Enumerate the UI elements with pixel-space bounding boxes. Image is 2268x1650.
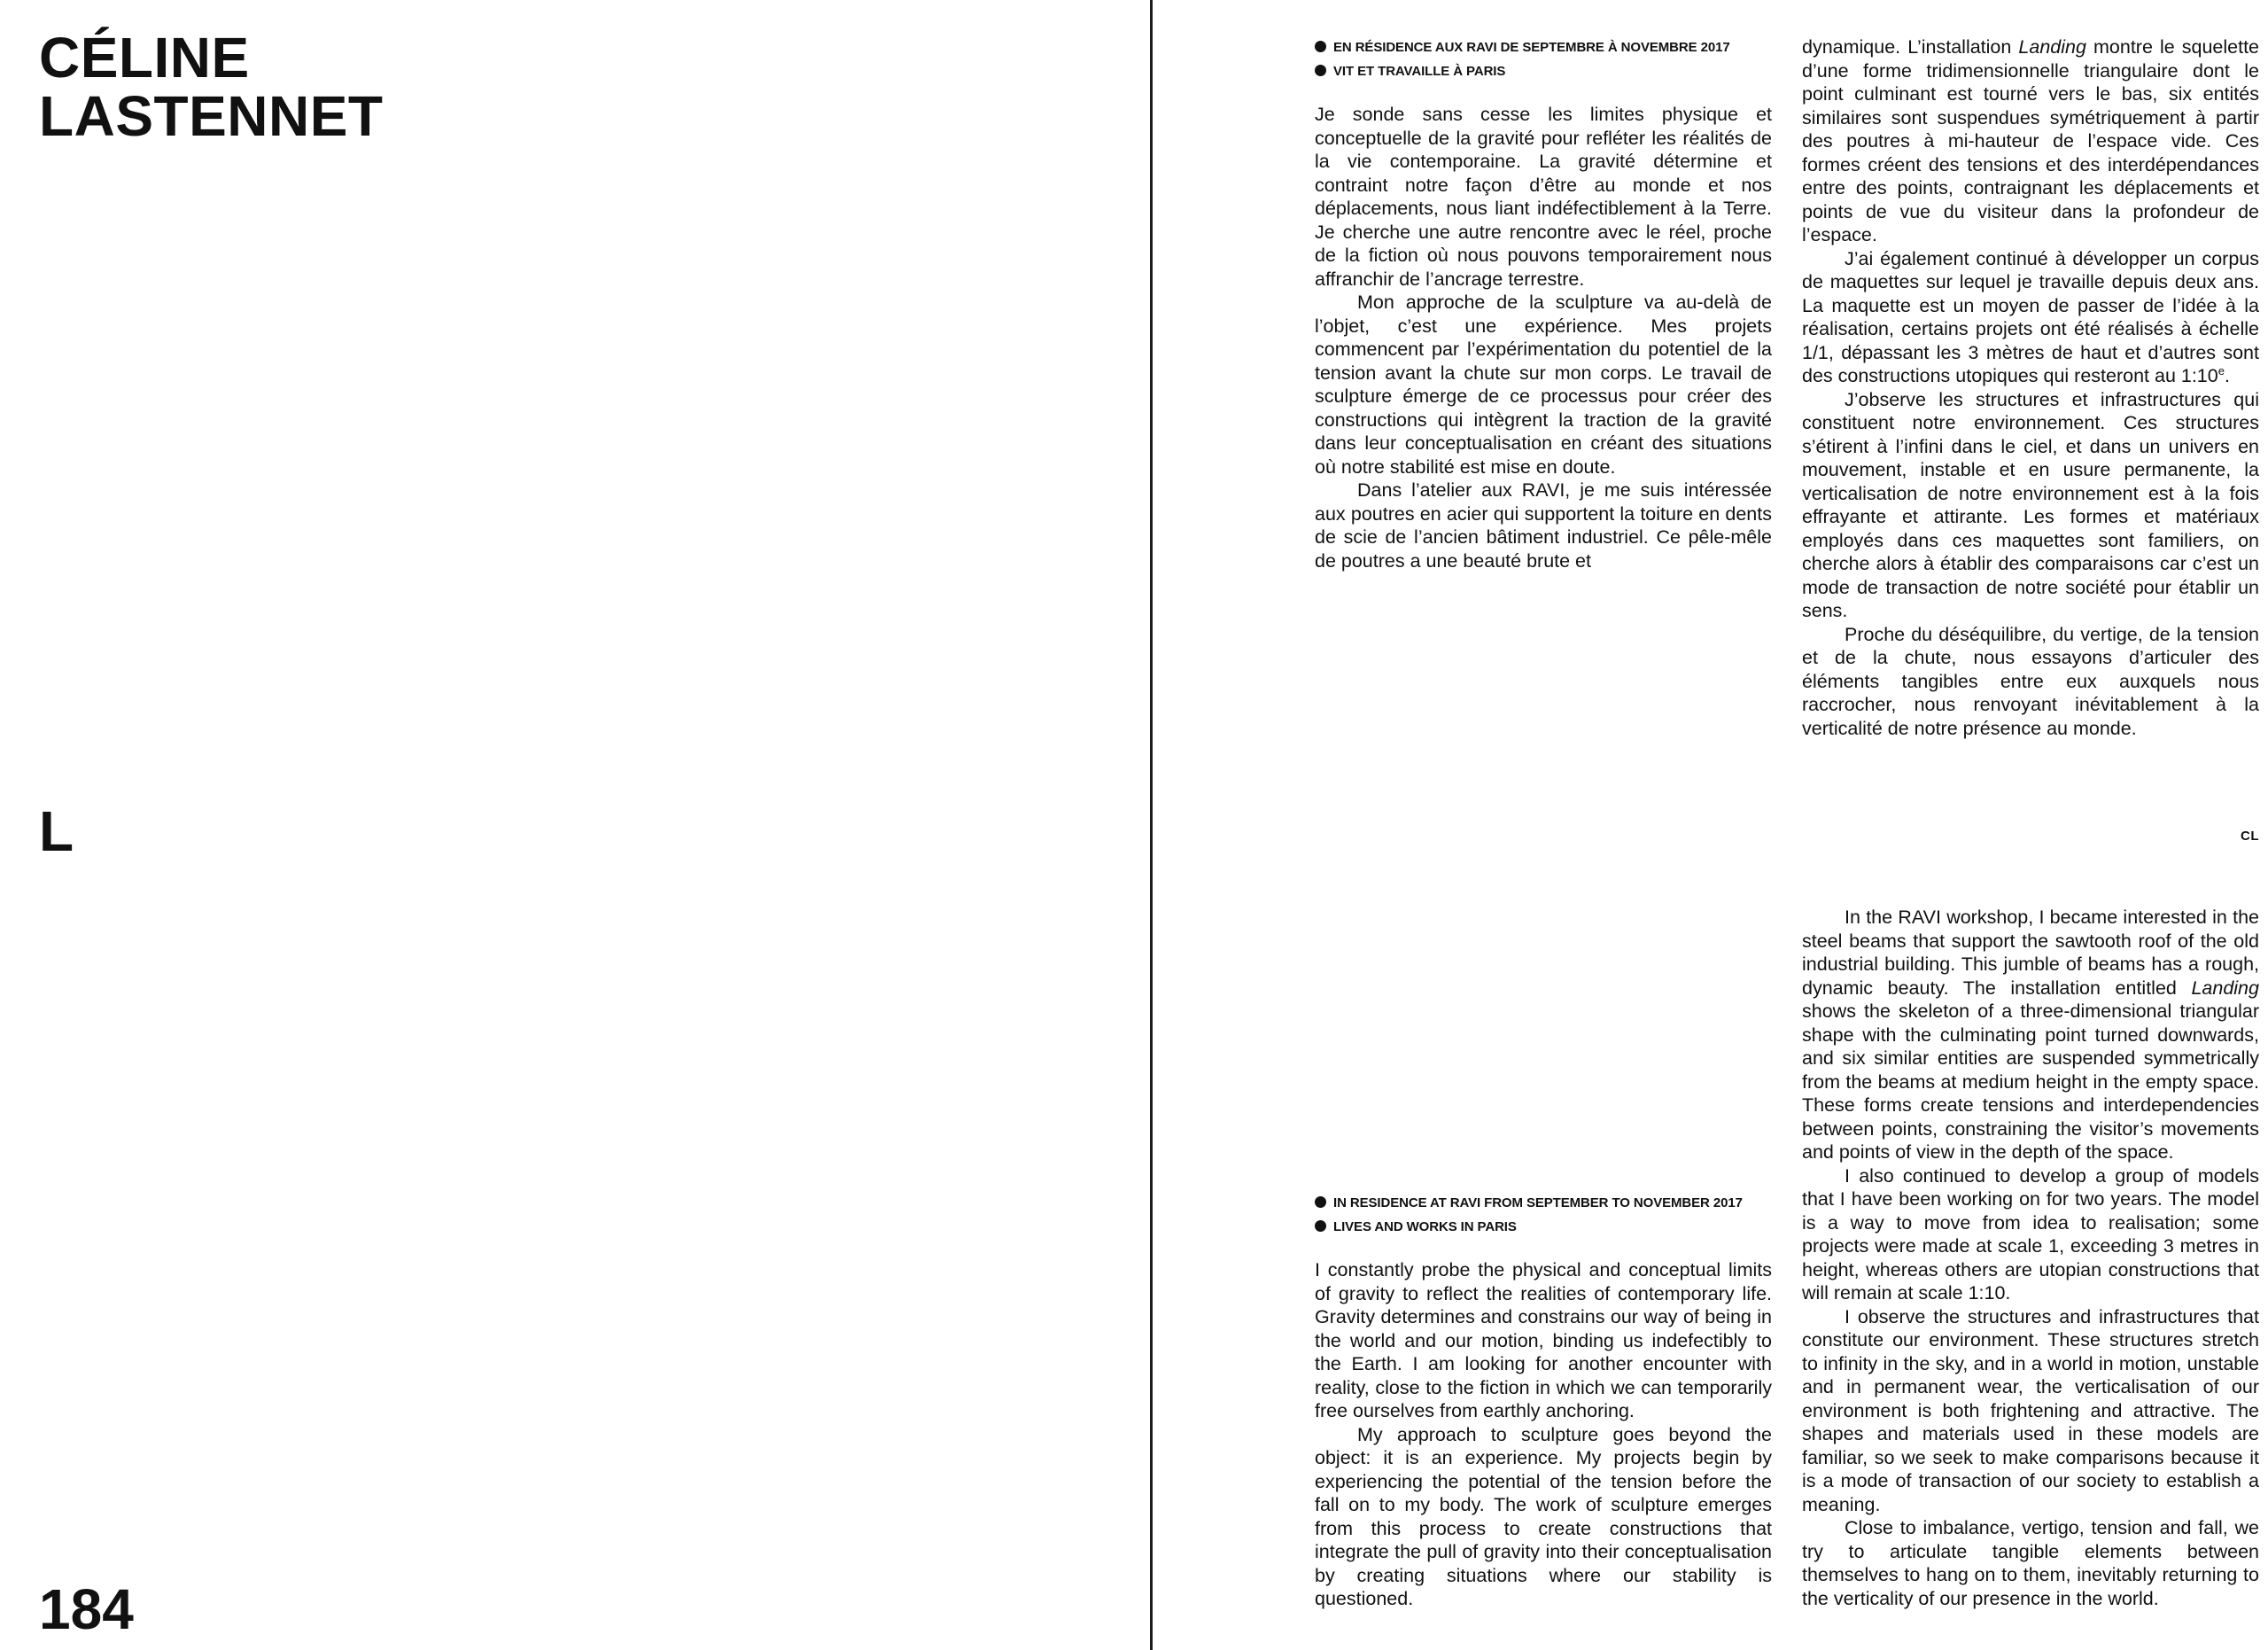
bullet-dot-icon bbox=[1315, 1196, 1326, 1208]
french-paragraph: J’observe les structures et infrastructures qui constituent notre environnement. Ces structures s’étirent à l’infini dans le ciel, et dans un univers en mouvement, instable et en usure permanente, la verticalisation de notre environnement est à la fois effrayante et attirante. Les formes et matériaux employés dans ces maquettes sont familiers, on cherche alors à établir des comparaisons car c’est un mode de transaction de notre société pour établir un sens. bbox=[1802, 388, 2259, 621]
english-paragraph: I constantly probe the physical and conceptual limits of gravity to reflect the realities of contemporary life. Gravity determines and constrains our way of being in the world and our motion, binding us indefectibly to the Earth. I am looking for another encounter with reality, close to the fiction in which we can temporarily free ourselves from earthly anchoring. bbox=[1315, 1259, 1772, 1421]
book-spine-divider bbox=[1150, 0, 1153, 1650]
artist-first-name: CÉLINE bbox=[39, 26, 250, 90]
french-paragraph: Proche du déséquilibre, du vertige, de la tension et de la chute, nous essayons d’articuler des éléments tangibles entre eux auxquels nous raccrocher, nous renvoyant inévitablement à la verticalité de notre présence au monde. bbox=[1802, 623, 2259, 739]
english-paragraph: I also continued to develop a group of models that I have been working on for two years. The model is a way to move from idea to realisation; some projects were made at scale 1, exceeding 3 metres in height, whereas others are utopian constructions that will remain at scale 1:10. bbox=[1802, 1164, 2259, 1304]
french-paragraph: J’ai également continué à développer un corpus de maquettes sur lequel je travaille depuis deux ans. La maquette est un moyen de passer de l’idée à la réalisation, certains projets ont été réalisés à échelle 1/1, dépassant les 3 mètres de haut et d’autres sont des constructions utopiques qui resteront au 1:10e. bbox=[1802, 247, 2259, 386]
english-paragraph: My approach to sculpture goes beyond the object: it is an experience. My projects begin by experiencing the potential of the tension before the fall on to my body. The work of sculpture emerges from this process to create constructions that integrate the pull of gravity into their conceptualisation by creating situations where our stability is questioned. bbox=[1315, 1423, 1772, 1609]
section-letter: L bbox=[39, 799, 74, 863]
english-paragraph: In the RAVI workshop, I became interested in the steel beams that support the sawtooth roof of the old industrial building. This jumble of beams has a rough, dynamic beauty. The installation entitled Landing shows the skeleton of a three-dimensional triangular shape with the culminating point turned downwards, and six similar entities are suspended symmetrically from the beams at medium height in the empty space. These forms create tensions and interdependencies between points, constraining the visitor’s movements and points of view in the depth of the space. bbox=[1802, 907, 2259, 1163]
bullet-item: IN RESIDENCE AT RAVI FROM SEPTEMBER TO NOVEMBER 2017 bbox=[1315, 1191, 1772, 1215]
author-initials: CL bbox=[2241, 829, 2259, 844]
bullet-dot-icon bbox=[1315, 41, 1326, 52]
artist-last-name: LASTENNET bbox=[39, 84, 384, 148]
french-paragraph-continued: dynamique. L’installation Landing montre le squelette d’une forme tridimensionnelle triangulaire dont le point culminant est tourné vers le bas, six entités similaires sont suspendues symétriquement à partir des poutres à mi-hauteur de l’espace vide. Ces formes créent des tensions et des interdépendances entre des points, contraignant les déplacements et points de vue du visiteur dans la profondeur de l’espace. bbox=[1802, 36, 2260, 245]
artist-name bbox=[39, 26, 384, 148]
artwork-title: Landing bbox=[2191, 977, 2259, 999]
french-paragraph: Mon approche de la sculpture va au-delà de l’objet, c’est une expérience. Mes projets commencent par l’expérimentation du potentiel de la tension avant la chute sur mon corps. Le travail de sculpture émerge de ce processus pour créer des constructions qui intègrent la traction de la gravité dans leur conceptualisation en créant des situations où notre stabilité est mise en doute. bbox=[1315, 292, 1772, 478]
french-text-column-right bbox=[1802, 35, 2259, 740]
bullet-item: EN RÉSIDENCE AUX RAVI DE SEPTEMBRE À NOVEMBRE 2017 bbox=[1315, 35, 1772, 59]
bullet-dot-icon bbox=[1315, 65, 1326, 76]
artwork-title: Landing bbox=[2018, 36, 2086, 58]
french-info-bullets bbox=[1315, 35, 1772, 83]
english-paragraph: Close to imbalance, vertigo, tension and fall, we try to articulate tangible elements between themselves to hang on to them, inevitably returning to the verticality of our presence in the world. bbox=[1802, 1517, 2259, 1609]
french-paragraph: Dans l’atelier aux RAVI, je me suis intéressée aux poutres en acier qui supportent la toiture en dents de scie de l’ancien bâtiment industriel. Ce pêle-mêle de poutres a une beauté brute et bbox=[1315, 479, 1772, 572]
french-paragraph: Je sonde sans cesse les limites physique et conceptuelle de la gravité pour refléter les réalités de la vie contemporaine. La gravité détermine et contraint notre façon d’être au monde et nos déplacements, nous liant indéfectiblement à la Terre. Je cherche une autre rencontre avec le réel, proche de la fiction où nous pouvons temporairement nous affranchir de l’ancrage terrestre. bbox=[1315, 104, 1772, 290]
english-text-column-left bbox=[1315, 1191, 1772, 1611]
page-number: 184 bbox=[39, 1577, 134, 1641]
english-info-bullets bbox=[1315, 1191, 1772, 1239]
bullet-item: LIVES AND WORKS IN PARIS bbox=[1315, 1215, 1772, 1239]
english-text-column-right bbox=[1802, 906, 2259, 1610]
english-paragraph: I observe the structures and infrastructures that constitute our environment. These structures stretch to infinity in the sky, and in a world in motion, unstable and in permanent wear, the verticalisation of our environment is both frightening and attractive. The shapes and materials used in these models are familiar, so we seek to make comparisons because it is a mode of transaction of our society to establish a meaning. bbox=[1802, 1305, 2259, 1515]
french-text-column-left bbox=[1315, 35, 1772, 572]
bullet-item: VIT ET TRAVAILLE À PARIS bbox=[1315, 59, 1772, 83]
bullet-dot-icon bbox=[1315, 1220, 1326, 1232]
